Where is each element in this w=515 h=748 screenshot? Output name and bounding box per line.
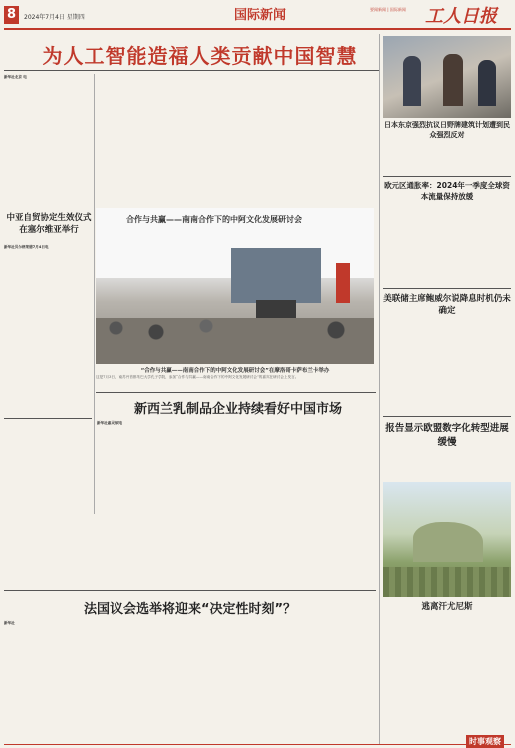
section-rule [383, 416, 511, 417]
article-byline: 新华社贝尔格莱德7月4日电 [4, 245, 49, 249]
section-rule [96, 392, 376, 393]
right-caption-body [383, 130, 511, 174]
right-photo-khan-younis [383, 482, 511, 597]
article-headline-new-zealand: 新西兰乳制品企业持续看好中国市场 [133, 402, 342, 417]
france-column-2 [97, 620, 187, 742]
article-byline: 新华社 [4, 621, 15, 625]
photo-caption: 这是7月3日，南苏丹首都朱巴大学孔子学院，参加“合作与共赢——南南合作下的中阿文化发展研讨会”的嘉宾在研讨会上发言。 [96, 375, 299, 379]
left-column-brief [4, 422, 92, 502]
right-headline-fed: 美联储主席鲍威尔说降息时机仍未确定 [383, 294, 511, 316]
photo-title: “合作与共赢——南南合作下的中阿文化发展研讨会”在摩洛哥卡萨布兰卡举办 [140, 368, 330, 374]
france-column-3 [190, 620, 280, 742]
france-column-4 [283, 620, 375, 742]
lead-column-3 [190, 74, 280, 206]
lead-column-1 [4, 74, 92, 206]
footer-section-tag: 时事观察 [466, 735, 504, 748]
right-photo-caption: 日本东京强烈抗议日野牌建筑计划遭到民众强烈反对 [384, 121, 510, 139]
article-headline-france: 法国议会选举将迎来“决定性时刻”？ [83, 602, 297, 617]
right-photo2-body [383, 614, 511, 730]
header-rule [4, 28, 511, 30]
right-photo-tokyo [383, 36, 511, 118]
right-headline-eu: 报告显示欧盟数字化转型进展缓慢 [385, 423, 509, 448]
footer-rule [4, 744, 511, 745]
section-title: 国际新闻 [233, 8, 286, 23]
lead-rule [4, 70, 379, 71]
page-number: 8 [4, 6, 19, 24]
lead-headline: 为人工智能造福人类贡献中国智慧 [42, 44, 358, 68]
lead-column-2 [97, 74, 187, 206]
article-headline-central-asia: 中亚自贸协定生效仪式在塞尔维亚举行 [6, 213, 92, 235]
column-divider [94, 74, 95, 514]
article-body-central-asia [4, 244, 92, 414]
nz-column-2 [190, 420, 280, 590]
nz-column-3 [283, 420, 375, 590]
right-photo2-caption: 逃离汗尤尼斯 [421, 602, 473, 612]
section-rule [4, 418, 92, 419]
issue-date: 2024年7月4日 星期四 [24, 14, 85, 21]
section-rule [383, 288, 511, 289]
newspaper-masthead: 工人日报 [425, 6, 497, 27]
photo-banner-text: 合作与共赢——南南合作下的中阿文化发展研讨会 [126, 215, 302, 224]
right-body-eurozone [383, 196, 511, 286]
right-headline-eurozone: 欧元区通胀率：2024年一季度全球资本流量保持放缓 [384, 181, 510, 201]
lead-byline: 新华社北京 电 [4, 75, 27, 79]
france-column-1 [4, 620, 92, 742]
column-divider [379, 34, 380, 744]
section-rule [383, 176, 511, 177]
lead-photo [96, 208, 374, 364]
lead-column-4 [283, 74, 375, 206]
right-body-eu [383, 436, 511, 480]
nz-column-1 [97, 420, 187, 590]
article-byline: 新华社惠灵顿电 [97, 421, 123, 425]
right-body-fed [383, 308, 511, 414]
masthead-subtitle: 要闻新闻 | 国际新闻 [370, 7, 406, 12]
section-rule [4, 590, 376, 591]
